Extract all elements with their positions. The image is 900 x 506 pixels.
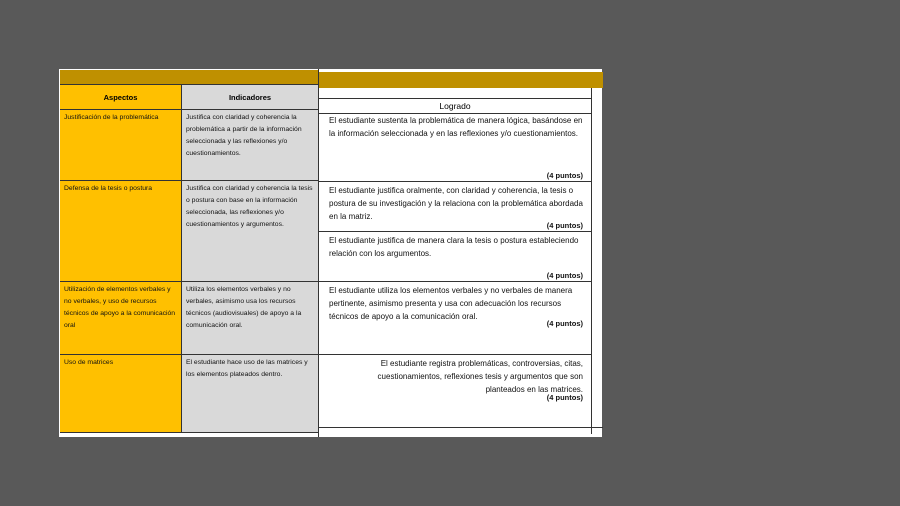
column-header-achieved: Logrado [319, 98, 591, 114]
column-header-indicators: Indicadores [182, 85, 318, 110]
achieved-cell [319, 282, 591, 355]
table-bottom-rule [319, 427, 603, 428]
achieved-text: El estudiante justifica de manera clara la tesis o postura estableciendo relación con los argumentos. [329, 236, 579, 258]
indicator-cell [182, 181, 318, 281]
table-row [60, 181, 318, 282]
achieved-cell [319, 112, 591, 182]
aspect-cell [60, 181, 182, 281]
header-band [60, 70, 318, 85]
header-band [319, 72, 603, 88]
column-header-aspects: Aspectos [60, 85, 182, 110]
achieved-text: El estudiante registra problemáticas, controversias, citas, cuestionamientos, reflexiones tesis y argumentos que son planteados en las matrices. [377, 359, 583, 394]
points-label: (4 puntos) [546, 221, 583, 230]
achieved-text: El estudiante utiliza los elementos verbales y no verbales de manera pertinente, asimismo presenta y usa con adecuación los recursos técnicos de apoyo a la comunicación oral. [329, 286, 573, 321]
achieved-cell [319, 182, 591, 232]
indicator-text: Justifica con claridad y coherencia la tesis o postura con base en la información seleccionada, las reflexiones y/o cuestionamientos y argumentos. [186, 185, 313, 228]
achieved-text: El estudiante justifica oralmente, con claridad y coherencia, la tesis o postura de su investigación y la relaciona con la problemática abordada en la matriz. [329, 186, 583, 221]
aspect-cell [60, 355, 182, 432]
achieved-text: El estudiante sustenta la problemática de manera lógica, basándose en la información seleccionada y en las reflexiones y/o cuestionamientos. [329, 116, 583, 138]
table-row [60, 282, 318, 355]
points-label: (4 puntos) [546, 271, 583, 280]
points-label: (4 puntos) [546, 171, 583, 180]
indicator-cell [182, 282, 318, 354]
rubric-sheet [59, 69, 602, 437]
points-label: (4 puntos) [546, 319, 583, 328]
points-label: (4 puntos) [546, 393, 583, 402]
aspect-cell [60, 110, 182, 180]
aspect-text: Justificación de la problemática [64, 114, 159, 121]
table-row [60, 110, 318, 181]
column-divider [591, 88, 592, 434]
table-row [60, 355, 318, 433]
indicator-cell [182, 110, 318, 180]
aspect-text: Uso de matrices [64, 359, 114, 366]
indicator-text: Utiliza los elementos verbales y no verbales, asimismo usa los recursos técnicos (audiovisuales) de apoyo a la comunicación oral. [186, 286, 302, 329]
aspect-text: Utilización de elementos verbales y no verbales, y uso de recursos técnicos de apoyo a la comunicación oral [64, 286, 176, 329]
indicator-text: El estudiante hace uso de las matrices y los elementos plateados dentro. [186, 359, 308, 378]
indicator-text: Justifica con claridad y coherencia la problemática a partir de la información seleccionada y las reflexiones y/o cuestionamientos. [186, 114, 302, 157]
rubric-left-table [60, 70, 318, 434]
aspect-cell [60, 282, 182, 354]
aspect-text: Defensa de la tesis o postura [64, 185, 153, 192]
indicator-cell [182, 355, 318, 432]
achieved-cell [319, 232, 591, 282]
rubric-right-table [318, 69, 603, 437]
achieved-cell [319, 355, 591, 427]
